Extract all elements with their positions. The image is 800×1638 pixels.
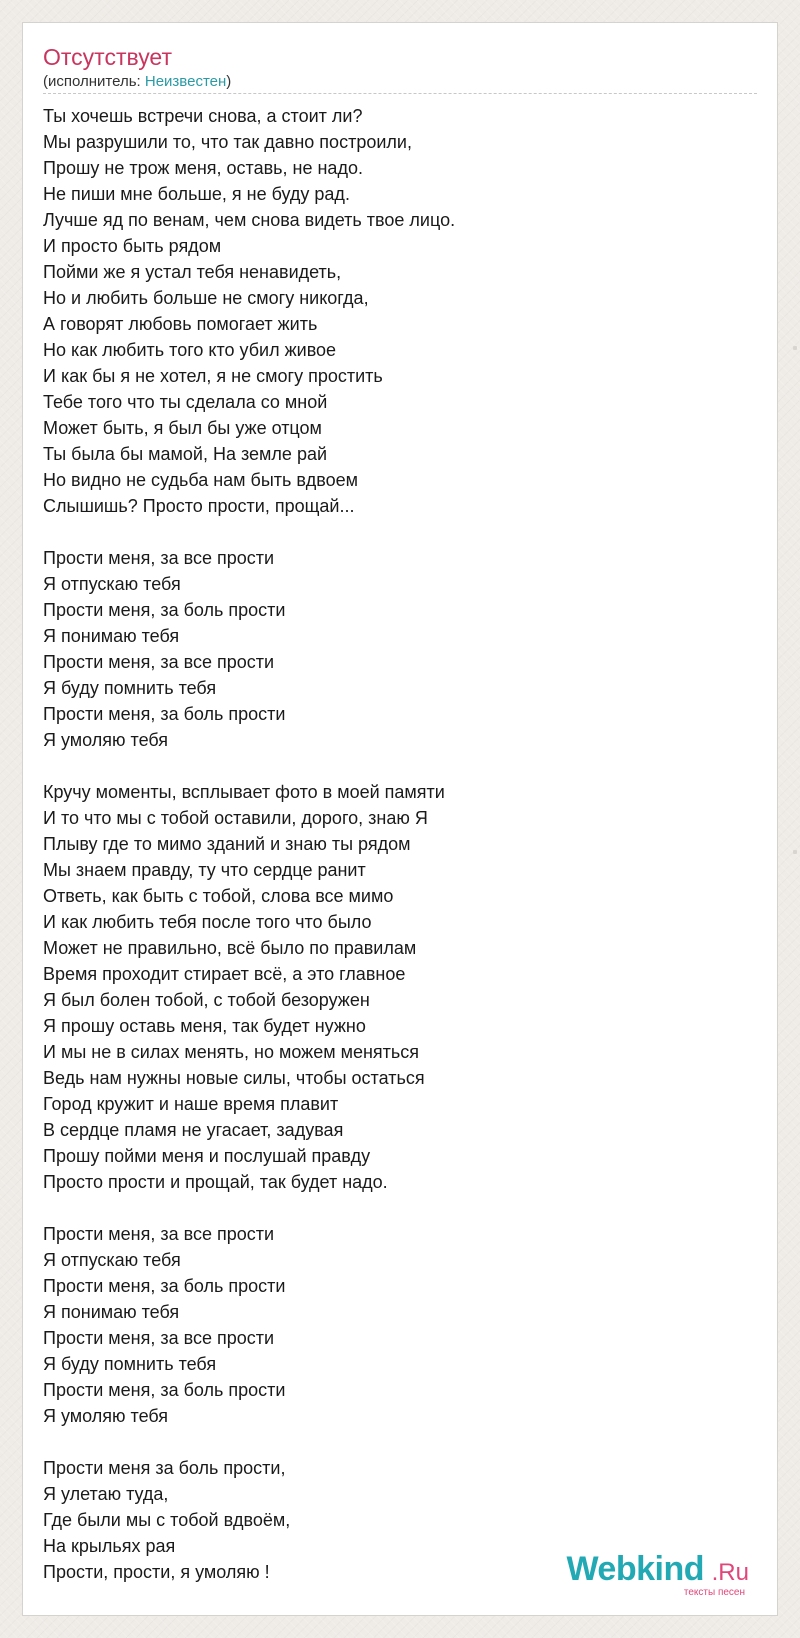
lyric-line: На крыльях рая (43, 1536, 176, 1556)
lyric-line: Но как любить того кто убил живое (43, 340, 337, 360)
lyric-line: Мы разрушили то, что так давно построили, (43, 132, 412, 152)
lyrics-stanza (43, 779, 743, 1195)
lyric-line: И мы не в силах менять, но можем меняться (43, 1042, 420, 1062)
lyric-line: Прости меня, за боль прости (43, 1276, 286, 1296)
lyric-line: Я понимаю тебя (43, 1302, 180, 1322)
lyric-line: Просто прости и прощай, так будет надо. (43, 1172, 388, 1192)
lyric-line: Прошу пойми меня и послушай правду (43, 1146, 371, 1166)
lyric-line: Я умоляю тебя (43, 730, 169, 750)
lyric-line: Город кружит и наше время плавит (43, 1094, 339, 1114)
lyric-line: Плыву где то мимо зданий и знаю ты рядом (43, 834, 411, 854)
artist-link[interactable]: Неизвестен (144, 73, 227, 90)
lyric-line: Я буду помнить тебя (43, 1354, 217, 1374)
lyric-line: Ты была бы мамой, На земле рай (43, 444, 328, 464)
lyric-line: Прости меня, за все прости (43, 548, 275, 568)
lyric-line: Прости меня, за все прости (43, 1328, 275, 1348)
lyric-line: И просто быть рядом (43, 236, 222, 256)
page-edge-mark (793, 850, 797, 854)
logo-tagline: тексты песен (683, 1587, 745, 1598)
lyrics-stanza (43, 1221, 743, 1429)
lyric-line: Я буду помнить тебя (43, 678, 217, 698)
lyric-line: Лучше яд по венам, чем снова видеть твое лицо. (43, 210, 456, 230)
lyric-line: И то что мы с тобой оставили, дорого, знаю Я (43, 808, 428, 828)
logo-domain-suffix: .Ru (711, 1559, 749, 1586)
lyric-line: Прости меня за боль прости, (43, 1458, 286, 1478)
lyric-line: А говорят любовь помогает жить (43, 314, 318, 334)
lyric-line: Прости меня, за боль прости (43, 704, 286, 724)
lyric-line: Прошу не трож меня, оставь, не надо. (43, 158, 363, 178)
lyric-line: Я понимаю тебя (43, 626, 180, 646)
lyric-line: Но видно не судьба нам быть вдвоем (43, 470, 359, 490)
lyric-line: Слышишь? Просто прости, прощай... (43, 496, 355, 516)
lyric-line: Прости меня, за боль прости (43, 1380, 286, 1400)
artist-prefix: (исполнитель: (43, 73, 145, 90)
lyric-line: Ведь нам нужны новые силы, чтобы остаться (43, 1068, 425, 1088)
lyric-line: Может не правильно, всё было по правилам (43, 938, 417, 958)
lyrics-card (22, 22, 778, 1616)
lyrics-stanza (43, 103, 743, 519)
site-logo[interactable] (549, 1550, 749, 1598)
lyric-line: Я отпускаю тебя (43, 1250, 181, 1270)
lyric-line: Но и любить больше не смогу никогда, (43, 288, 369, 308)
lyric-line: Где были мы с тобой вдвоём, (43, 1510, 291, 1530)
lyric-line: Тебе того что ты сделала со мной (43, 392, 328, 412)
lyric-line: Может быть, я был бы уже отцом (43, 418, 322, 438)
artist-suffix: ) (226, 73, 232, 90)
lyric-line: Прости меня, за все прости (43, 652, 275, 672)
artist-line (43, 73, 231, 91)
lyric-line: Ты хочешь встречи снова, а стоит ли? (43, 106, 363, 126)
lyric-line: Прости, прости, я умоляю ! (43, 1562, 270, 1582)
lyric-line: Не пиши мне больше, я не буду рад. (43, 184, 350, 204)
lyric-line: И как любить тебя после того что было (43, 912, 372, 932)
lyric-line: Я прошу оставь меня, так будет нужно (43, 1016, 366, 1036)
header-divider (43, 93, 757, 94)
lyric-line: Ответь, как быть с тобой, слова все мимо (43, 886, 394, 906)
lyric-line: Прости меня, за все прости (43, 1224, 275, 1244)
lyric-line: Я отпускаю тебя (43, 574, 181, 594)
lyric-line: Я был болен тобой, с тобой безоружен (43, 990, 370, 1010)
lyric-line: Прости меня, за боль прости (43, 600, 286, 620)
lyric-line: Я улетаю туда, (43, 1484, 169, 1504)
lyric-line: Время проходит стирает всё, а это главное (43, 964, 406, 984)
lyric-line: И как бы я не хотел, я не смогу простить (43, 366, 383, 386)
page-edge-mark (793, 346, 797, 350)
logo-wordmark: Webkind (566, 1550, 704, 1588)
lyrics-body (43, 103, 743, 1588)
lyric-line: Пойми же я устал тебя ненавидеть, (43, 262, 342, 282)
lyric-line: Кручу моменты, всплывает фото в моей памяти (43, 782, 445, 802)
lyrics-stanza (43, 545, 743, 753)
lyric-line: Мы знаем правду, ту что сердце ранит (43, 860, 366, 880)
song-title: Отсутствует (43, 44, 172, 70)
lyric-line: Я умоляю тебя (43, 1406, 169, 1426)
lyric-line: В сердце пламя не угасает, задувая (43, 1120, 344, 1140)
